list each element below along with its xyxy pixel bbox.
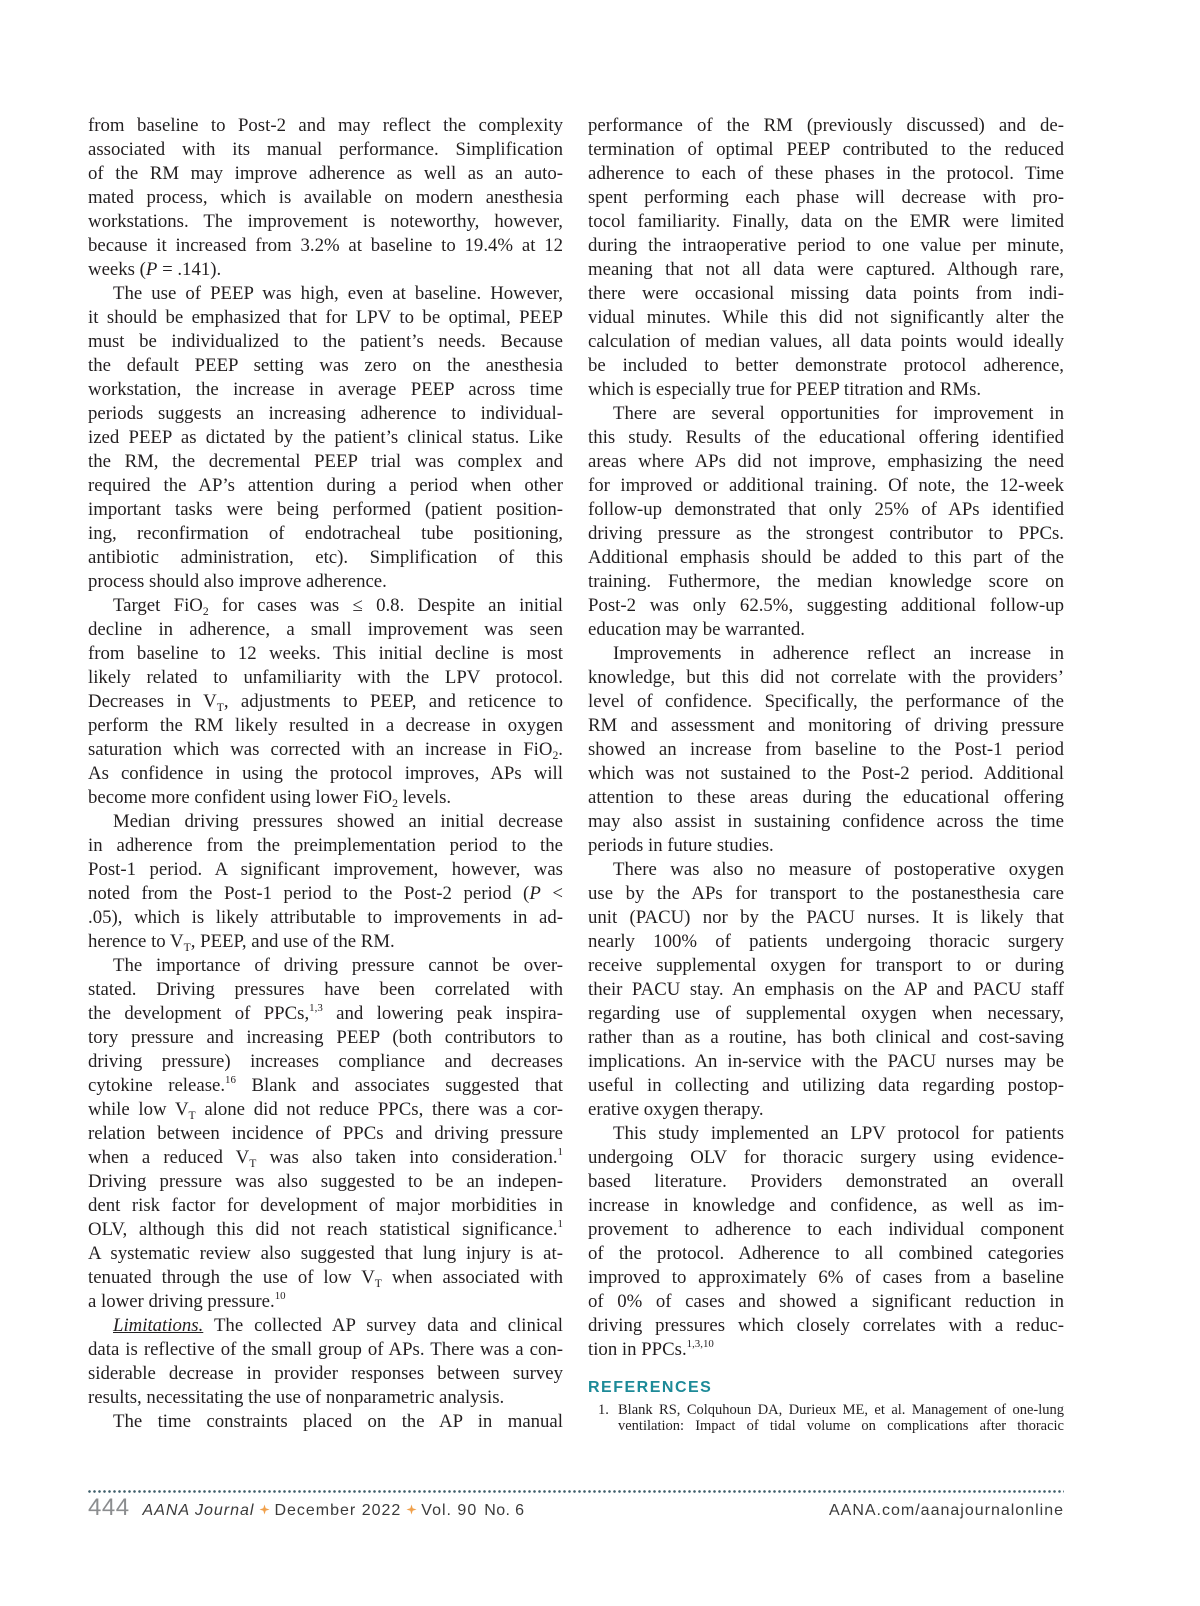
text-line: vidual minutes. While this did not significantly alter the [588, 307, 1064, 328]
reference-number: 1. [598, 1402, 609, 1418]
page-number: 444 [88, 1494, 130, 1521]
text-line: unit (PACU) nor by the PACU nurses. It is likely that [588, 907, 1064, 928]
text-line: tory pressure and increasing PEEP (both contributors to [88, 1027, 563, 1048]
text-run: for cases was ≤ 0.8. Despite an initial [208, 595, 563, 616]
text-line: level of confidence. Specifically, the performance of the [588, 691, 1064, 712]
text-line: RM and assessment and monitoring of driving pressure [588, 715, 1064, 736]
text-line: nearly 100% of patients undergoing thoracic surgery [588, 931, 1064, 952]
reference-text-line: ventilation: Impact of tidal volume on complications after thoracic [618, 1418, 1064, 1434]
references-section [588, 1378, 1064, 1434]
reference-text-line: Blank RS, Colquhoun DA, Durieux ME, et al. Management of one-lung [618, 1402, 1064, 1418]
text-line: undergoing OLV for thoracic surgery using evidence- [588, 1147, 1064, 1168]
text-line [88, 1146, 563, 1170]
text-line: showed an increase from baseline to the Post-1 period [588, 739, 1064, 760]
citation-superscript: 1,3,10 [686, 1337, 714, 1350]
text-run: < [540, 883, 563, 904]
text-line: in adherence from the preimplementation period to the [88, 835, 563, 856]
text-line: regarding use of supplemental oxygen when necessary, [588, 1003, 1064, 1024]
text-line: Median driving pressures showed an initial decrease [113, 811, 563, 832]
text-line: provement to adherence to each individual component [588, 1219, 1064, 1240]
text-run: , PEEP, and use of the RM. [190, 931, 395, 952]
text-run: OLV, although this did not reach statistical significance. [88, 1219, 558, 1240]
paragraph [588, 402, 1064, 642]
text-line [88, 882, 563, 906]
text-run: alone did not reduce PPCs, there was a cor- [195, 1099, 563, 1120]
text-line: knowledge, but this did not correlate with the providers’ [588, 667, 1064, 688]
text-line [88, 1314, 563, 1338]
text-line [88, 786, 563, 810]
text-line [88, 258, 563, 282]
text-line: This study implemented an LPV protocol for patients [613, 1123, 1064, 1144]
citation-superscript: 1,3 [309, 1001, 323, 1014]
text-line: it should be emphasized that for LPV to be optimal, PEEP [88, 307, 563, 328]
left-text-column [88, 114, 563, 1434]
text-line: stated. Driving pressures have been correlated with [88, 979, 563, 1000]
text-line: based literature. Providers demonstrated an overall [588, 1171, 1064, 1192]
text-line: of the RM may improve adherence as well as an auto- [88, 163, 563, 184]
paragraph [88, 810, 563, 954]
text-line: driving pressure) increases compliance and decreases [88, 1051, 563, 1072]
text-line: Post-1 period. A significant improvement, however, was [88, 859, 563, 880]
text-line [88, 1098, 563, 1122]
paragraph [88, 1314, 563, 1410]
subscript: T [188, 1109, 196, 1123]
text-line: use by the APs for transport to the postanesthesia care [588, 883, 1064, 904]
text-line: be included to better demonstrate protocol adherence, [588, 355, 1064, 376]
reference-item [588, 1402, 1064, 1434]
paragraph [88, 114, 563, 282]
paragraph [588, 642, 1064, 858]
text-line: required the AP’s attention during a period when other [88, 475, 563, 496]
text-line: periods suggests an increasing adherence to individual- [88, 403, 563, 424]
text-line: Driving pressure was also suggested to be an indepen- [88, 1171, 563, 1192]
text-line: ing, reconfirmation of endotracheal tube positioning, [88, 523, 563, 544]
volume-number: Vol. 90 [421, 1502, 478, 1519]
journal-url: AANA.com/aanajournalonline [828, 1502, 1064, 1519]
text-run: cytokine release. [88, 1075, 226, 1096]
text-line: performance of the RM (previously discussed) and de- [588, 115, 1064, 136]
text-line: The importance of driving pressure cannot be over- [113, 955, 563, 976]
text-line: meaning that not all data were captured. Although rare, [588, 259, 1064, 280]
subscript: 2 [202, 605, 209, 619]
citation-superscript: 16 [225, 1073, 236, 1086]
text-line: Improvements in adherence reflect an increase in [613, 643, 1064, 664]
text-line: likely related to unfamiliarity with the LPV protocol. [88, 667, 563, 688]
text-line: training. Futhermore, the median knowledge score on [588, 571, 1064, 592]
text-run: the development of PPCs, [88, 1003, 310, 1024]
text-line: dent risk factor for development of major morbidities in [88, 1195, 563, 1216]
text-line: The time constraints placed on the AP in manual [113, 1411, 563, 1432]
text-line: improved to approximately 6% of cases from a baseline [588, 1267, 1064, 1288]
paragraph [88, 282, 563, 594]
text-run: weeks ( [88, 259, 146, 280]
text-line: from baseline to 12 weeks. This initial decline is most [88, 643, 563, 664]
paragraph [88, 1410, 563, 1434]
text-run: herence to V [88, 931, 184, 952]
text-run: a lower driving pressure. [88, 1291, 275, 1312]
text-line: useful in collecting and utilizing data regarding postop- [588, 1075, 1064, 1096]
text-line [88, 1266, 563, 1290]
text-run: tenuated through the use of low V [88, 1267, 375, 1288]
text-run: saturation which was corrected with an increase in FiO [88, 739, 553, 760]
text-line: relation between incidence of PPCs and driving pressure [88, 1123, 563, 1144]
text-line: adherence to each of these phases in the protocol. Time [588, 163, 1064, 184]
text-line: implications. An in-service with the PACU nurses may be [588, 1051, 1064, 1072]
text-line: there were occasional missing data points from indi- [588, 283, 1064, 304]
text-line: attention to these areas during the educational offering [588, 787, 1064, 808]
text-run: levels. [397, 787, 452, 808]
text-line: which was not sustained to the Post-2 period. Additional [588, 763, 1064, 784]
text-line: areas where APs did not improve, emphasizing the need [588, 451, 1064, 472]
italic-text: P [145, 259, 158, 280]
text-line: must be individualized to the patient’s needs. Because [88, 331, 563, 352]
text-line: .05), which is likely attributable to improvements in ad- [88, 907, 563, 928]
text-line: rather than as a routine, has both clinical and cost-saving [588, 1027, 1064, 1048]
text-line: There are several opportunities for improvement in [613, 403, 1064, 424]
text-line: workstation, the increase in average PEEP across time [88, 379, 563, 400]
text-line: process should also improve adherence. [88, 571, 387, 592]
text-line: their PACU stay. An emphasis on the AP and PACU staff [588, 979, 1064, 1000]
journal-name: AANA Journal [142, 1502, 255, 1519]
text-line: spent performing each phase will decrease with pro- [588, 187, 1064, 208]
italic-text: P [529, 883, 541, 904]
text-line: results, necessitating the use of nonparametric analysis. [88, 1387, 505, 1408]
subscript: T [216, 701, 224, 715]
text-line: calculation of median values, all data points would ideally [588, 331, 1064, 352]
text-line: receive supplemental oxygen for transport to or during [588, 955, 1064, 976]
text-line: There was also no measure of postoperative oxygen [613, 859, 1064, 880]
text-run: become more confident using lower FiO [88, 787, 393, 808]
paragraph [588, 114, 1064, 402]
paragraph [588, 858, 1064, 1122]
text-line: follow-up demonstrated that only 25% of APs identified [588, 499, 1064, 520]
text-line: because it increased from 3.2% at baseline to 19.4% at 12 [88, 235, 563, 256]
text-run: Target FiO [113, 595, 203, 616]
subscript: 2 [552, 749, 559, 763]
text-line: of 0% of cases and showed a significant reduction in [588, 1291, 1064, 1312]
text-line: The use of PEEP was high, even at baseline. However, [113, 283, 563, 304]
text-line: the default PEEP setting was zero on the anesthesia [88, 355, 563, 376]
text-line: the RM, the decremental PEEP trial was complex and [88, 451, 563, 472]
text-line [88, 594, 563, 618]
text-line: may also assist in sustaining confidence across the time [588, 811, 1064, 832]
citation-superscript: 1 [557, 1145, 563, 1158]
footer-dotted-rule [88, 1490, 1064, 1493]
issue-number: No. 6 [484, 1502, 525, 1519]
inline-section-heading: Limitations. [113, 1315, 204, 1336]
text-line: A systematic review also suggested that lung injury is at- [88, 1243, 563, 1264]
text-line: increase in knowledge and confidence, as well as im- [588, 1195, 1064, 1216]
text-run: noted from the Post-1 period to the Post-2 period ( [88, 883, 530, 904]
subscript: T [374, 1277, 382, 1291]
text-line [88, 1074, 563, 1098]
text-line: tocol familiarity. Finally, data on the EMR were limited [588, 211, 1064, 232]
text-line: ized PEEP as dictated by the patient’s clinical status. Like [88, 427, 563, 448]
text-line: for improved or additional training. Of note, the 12-week [588, 475, 1064, 496]
text-line [88, 1290, 563, 1314]
text-line [88, 1002, 563, 1026]
text-line: termination of optimal PEEP contributed to the reduced [588, 139, 1064, 160]
subscript: 2 [392, 797, 398, 811]
text-line: antibiotic administration, etc). Simplification of this [88, 547, 563, 568]
text-run: and lowering peak inspira- [322, 1003, 563, 1024]
paragraph [88, 954, 563, 1314]
citation-superscript: 1 [557, 1217, 563, 1230]
separator-star-icon [406, 1504, 417, 1515]
text-line [88, 690, 563, 714]
separator-star-icon [259, 1504, 270, 1515]
paragraph [88, 594, 563, 810]
text-line: data is reflective of the small group of APs. There was a con- [88, 1339, 563, 1360]
text-run: tion in PPCs. [588, 1339, 687, 1360]
text-line: associated with its manual performance. Simplification [88, 139, 563, 160]
text-line: perform the RM likely resulted in a decrease in oxygen [88, 715, 563, 736]
text-line [88, 1218, 563, 1242]
text-run: Blank and associates suggested that [235, 1075, 563, 1096]
text-run: = .141). [157, 259, 222, 280]
text-line: siderable decrease in provider responses between survey [88, 1363, 563, 1384]
text-line: mated process, which is available on modern anesthesia [88, 187, 563, 208]
text-run: was also taken into consideration. [256, 1147, 558, 1168]
text-line: during the intraoperative period to one value per minute, [588, 235, 1064, 256]
citation-superscript: 10 [274, 1289, 286, 1302]
paragraph [588, 1122, 1064, 1362]
text-line: driving pressures which closely correlates with a reduc- [588, 1315, 1064, 1336]
text-run: when associated with [381, 1267, 563, 1288]
text-line [88, 738, 563, 762]
text-run: . [558, 739, 563, 760]
references-heading: REFERENCES [588, 1379, 713, 1396]
text-line: important tasks were being performed (patient position- [88, 499, 563, 520]
text-line: Additional emphasis should be added to this part of the [588, 547, 1064, 568]
text-line: Post-2 was only 62.5%, suggesting additional follow-up [588, 595, 1064, 616]
right-text-column [588, 114, 1064, 1362]
text-line [588, 1338, 1064, 1362]
subscript: T [183, 941, 191, 955]
text-line: which is especially true for PEEP titration and RMs. [588, 379, 982, 400]
text-line: As confidence in using the protocol improves, APs will [88, 763, 563, 784]
text-line [88, 930, 563, 954]
issue-date: December 2022 [274, 1502, 402, 1519]
text-run: , adjustments to PEEP, and reticence to [223, 691, 563, 712]
text-run: Decreases in V [88, 691, 217, 712]
text-line: of the protocol. Adherence to all combined categories [588, 1243, 1064, 1264]
text-run: when a reduced V [88, 1147, 250, 1168]
text-line: driving pressure as the strongest contributor to PPCs. [588, 523, 1064, 544]
text-run: The collected AP survey data and clinical [203, 1315, 563, 1336]
text-line: periods in future studies. [588, 835, 774, 856]
text-line: workstations. The improvement is noteworthy, however, [88, 211, 563, 232]
text-line: decline in adherence, a small improvement was seen [88, 619, 563, 640]
page-footer [88, 1494, 1064, 1526]
text-line: education may be warranted. [588, 619, 805, 640]
text-line: erative oxygen therapy. [588, 1099, 764, 1120]
text-run: while low V [88, 1099, 189, 1120]
references-list [588, 1402, 1064, 1434]
text-line: this study. Results of the educational offering identified [588, 427, 1064, 448]
text-line: from baseline to Post-2 and may reflect the complexity [88, 115, 563, 136]
subscript: T [249, 1157, 257, 1171]
